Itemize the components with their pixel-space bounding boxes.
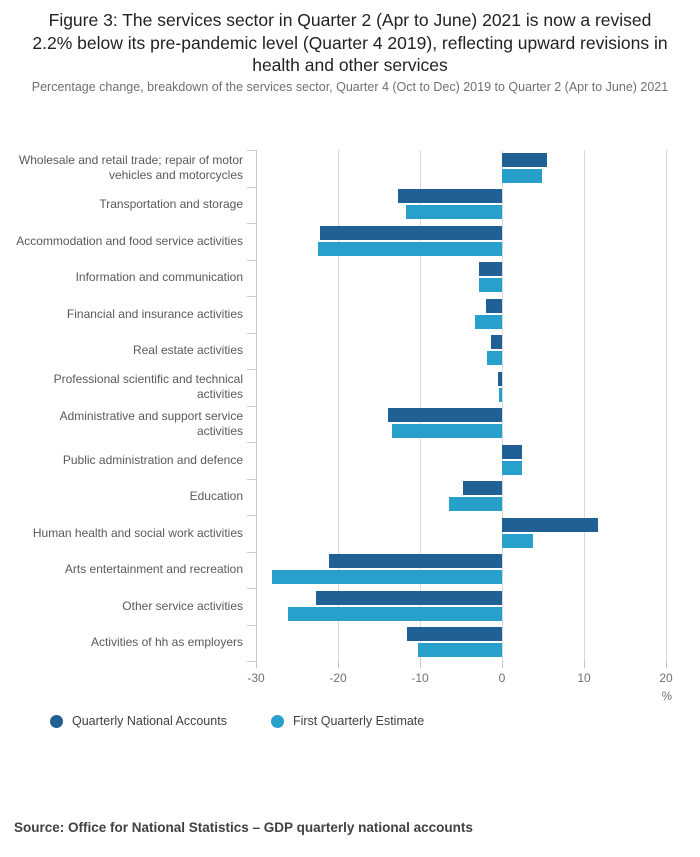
category-label: Public administration and defence: [62, 452, 243, 467]
x-axis-tick: [666, 661, 667, 668]
category-axis-tick: [247, 625, 256, 626]
bar-fqe: [418, 643, 502, 657]
category-label: Administrative and support service activities: [59, 408, 243, 438]
chart-legend: [50, 714, 424, 728]
category-axis-tick: [247, 333, 256, 334]
category-label: Accommodation and food service activities: [16, 233, 243, 248]
bar-fqe: [449, 497, 502, 511]
x-axis-tick-label: 0: [498, 671, 506, 685]
x-axis-tick-label: -30: [247, 671, 265, 685]
bar-fqe: [288, 607, 502, 621]
category-axis-tick: [247, 369, 256, 370]
category-axis-tick: [247, 515, 256, 516]
category-axis-tick: [247, 479, 256, 480]
category-label: Professional scientific and technical activities: [53, 372, 243, 402]
x-axis-tick-label: -20: [329, 671, 347, 685]
bar-qna: [388, 408, 502, 422]
source-caption: Source: Office for National Statistics – GDP quarterly national accounts: [14, 820, 473, 835]
legend-item-first-quarterly-estimate: [271, 714, 424, 728]
bar-fqe: [475, 315, 502, 329]
category-label: Education: [189, 489, 243, 504]
bar-qna: [316, 591, 502, 605]
bar-qna: [398, 189, 502, 203]
legend-swatch-light-blue-icon: [271, 715, 284, 728]
x-axis-tick-label: 20: [659, 671, 673, 685]
bar-fqe: [272, 570, 502, 584]
category-axis-tick: [247, 552, 256, 553]
bar-qna: [320, 226, 502, 240]
bar-qna: [502, 518, 598, 532]
x-axis-tick: [502, 661, 503, 668]
legend-label: Quarterly National Accounts: [72, 714, 227, 728]
x-axis-tick-label: -10: [411, 671, 429, 685]
category-axis-tick: [247, 661, 256, 662]
bar-fqe: [392, 424, 502, 438]
bar-fqe: [502, 461, 522, 475]
bar-fqe: [318, 242, 502, 256]
category-axis-tick: [247, 260, 256, 261]
category-label: Information and communication: [75, 270, 243, 285]
bar-qna: [502, 153, 547, 167]
gridline-20: [666, 150, 667, 661]
category-label: Activities of hh as employers: [90, 635, 243, 650]
bar-fqe: [487, 351, 502, 365]
category-axis-tick: [247, 296, 256, 297]
category-label: Arts entertainment and recreation: [64, 562, 243, 577]
category-label: Human health and social work activities: [32, 525, 243, 540]
bar-qna: [329, 554, 502, 568]
x-axis-tick: [256, 661, 257, 668]
chart-title: Figure 3: The services sector in Quarter 2 (Apr to June) 2021 is now a revised 2.2% below its pre-pandemic level (Quarter 4 2019), reflecting upward revisions in health and other services: [32, 10, 668, 75]
chart-subtitle: Percentage change, breakdown of the services sector, Quarter 4 (Oct to Dec) 2019 to Quarter 2 (Apr to June) 2021: [31, 80, 669, 94]
bar-qna: [479, 262, 502, 276]
x-axis-tick: [338, 661, 339, 668]
gridline-10: [584, 150, 585, 661]
x-axis-tick: [584, 661, 585, 668]
bar-qna: [491, 335, 502, 349]
y-axis-line: [256, 150, 257, 661]
x-axis-tick: [420, 661, 421, 668]
bar-qna: [463, 481, 502, 495]
bar-qna: [502, 445, 522, 459]
legend-item-quarterly-national-accounts: [50, 714, 227, 728]
category-axis-tick: [247, 187, 256, 188]
category-label: Real estate activities: [132, 343, 243, 358]
bar-fqe: [499, 388, 502, 402]
bar-fqe: [502, 534, 533, 548]
x-axis-unit-label: %: [661, 691, 672, 703]
x-axis-tick-label: 10: [577, 671, 591, 685]
category-label: Other service activities: [122, 598, 243, 613]
category-label: Transportation and storage: [99, 197, 243, 212]
bar-fqe: [406, 205, 502, 219]
bar-qna: [407, 627, 502, 641]
category-label: Financial and insurance activities: [66, 306, 243, 321]
bar-fqe: [479, 278, 502, 292]
bar-qna: [498, 372, 502, 386]
bar-qna: [486, 299, 502, 313]
bar-fqe: [502, 169, 542, 183]
category-axis-tick: [247, 406, 256, 407]
gridline-0: [502, 150, 503, 661]
category-axis-tick: [247, 150, 256, 151]
legend-swatch-dark-blue-icon: [50, 715, 63, 728]
category-axis-tick: [247, 588, 256, 589]
category-axis-tick: [247, 442, 256, 443]
category-axis-tick: [247, 223, 256, 224]
category-label: Wholesale and retail trade; repair of motor vehicles and motorcycles: [18, 153, 243, 183]
legend-label: First Quarterly Estimate: [292, 714, 425, 728]
